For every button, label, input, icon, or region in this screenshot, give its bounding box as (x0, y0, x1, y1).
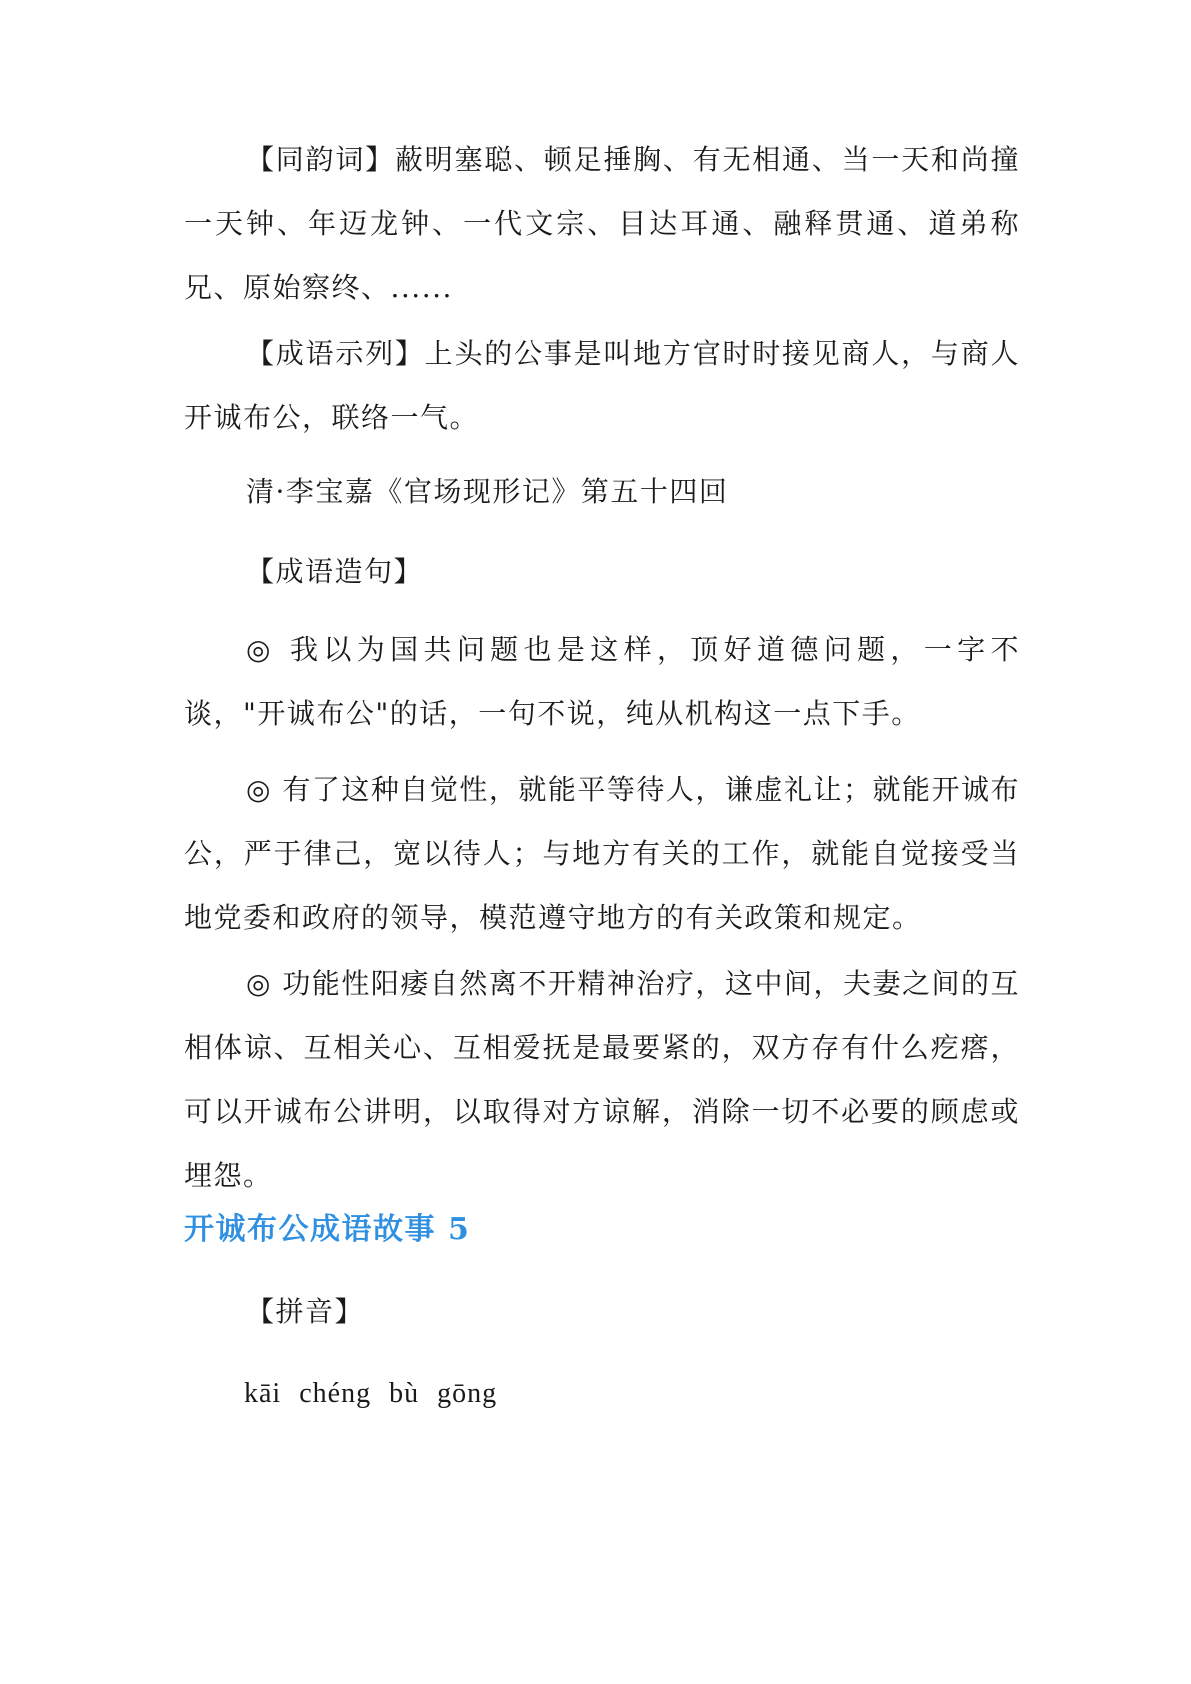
example-sentence-3: ◎ 功能性阳痿自然离不开精神治疗，这中间，夫妻之间的互相体谅、互相关心、互相爱抚是最要紧的，双方存有什么疙瘩，可以开诚布公讲明，以取得对方谅解，消除一切不必要的顾虑或埋怨。 (184, 967, 1020, 1192)
pinyin-value: kāi chéng bù gōng (244, 1378, 498, 1409)
example-sentence-2: ◎ 有了这种自觉性，就能平等待人，谦虚礼让；就能开诚布公，严于律己，宽以待人；与地方有关的工作，就能自觉接受当地党委和政府的领导，模范遵守地方的有关政策和规定。 (184, 773, 1020, 934)
tongyunci-paragraph: 【同韵词】蔽明塞聪、顿足捶胸、有无相通、当一天和尚撞一天钟、年迈龙钟、一代文宗、目达耳通、融释贯通、道弟称兄、原始察终、...... (184, 143, 1020, 304)
example-usage-paragraph: 【成语示列】上头的公事是叫地方官时时接见商人，与商人开诚布公，联络一气。 (184, 337, 1020, 434)
section-heading: 开诚布公成语故事 5 (184, 1212, 471, 1247)
source-citation: 清·李宝嘉《官场现形记》第五十四回 (246, 475, 729, 508)
example-sentence-1: ◎ 我以为国共问题也是这样，顶好道德问题，一字不谈，"开诚布公"的话，一句不说，纯从机构这一点下手。 (184, 633, 1020, 730)
pinyin-label: 【拼音】 (246, 1295, 365, 1328)
sentence-making-label: 【成语造句】 (246, 555, 424, 588)
